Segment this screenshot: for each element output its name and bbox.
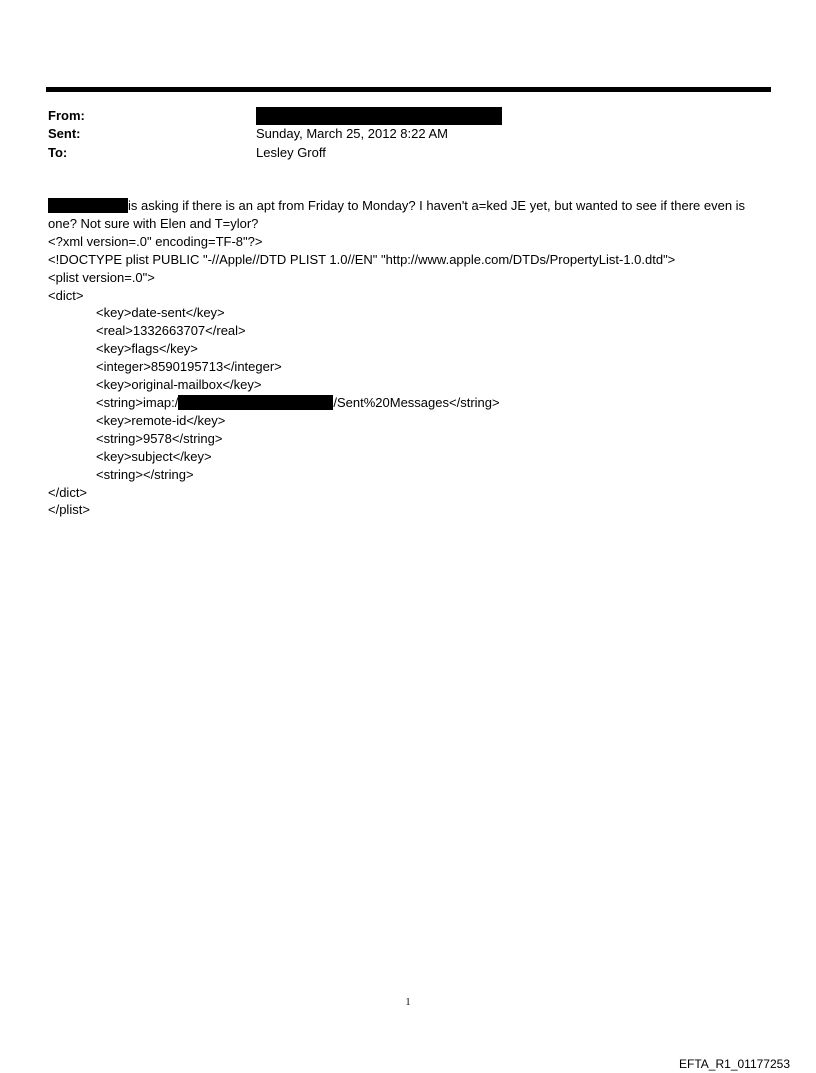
page-number: 1 [405, 997, 411, 1008]
plist-entry: <key>flags</key> [96, 341, 198, 357]
plist-entry: <key>remote-id</key> [96, 412, 226, 428]
plist-entry: <key>date-sent</key> [96, 305, 225, 321]
xml-declaration: <?xml version=.0" encoding=TF-8"?> [48, 233, 263, 249]
plist-entry: <string></string> [96, 466, 194, 482]
plist-entry: <string>9578</string> [96, 430, 223, 446]
mailbox-redaction [178, 395, 333, 410]
doctype-line: <!DOCTYPE plist PUBLIC "-//Apple//DTD PLIST 1.0//EN" "http://www.apple.com/DTDs/PropertyList-1.0.dtd"> [48, 251, 676, 267]
imap-prefix: <string>imap:/ [96, 394, 179, 410]
email-body [48, 197, 776, 519]
plist-entry: <integer>8590195713</integer> [96, 359, 282, 375]
sender-name-redaction [48, 198, 128, 213]
header-rule [46, 87, 771, 92]
plist-open: <plist version=.0"> [48, 269, 155, 285]
imap-suffix: /Sent%20Messages</string> [333, 394, 500, 410]
plist-entry: <real>1332663707</real> [96, 323, 246, 339]
bates-number: EFTA_R1_01177253 [679, 1057, 790, 1071]
sent-value: Sunday, March 25, 2012 8:22 AM [256, 126, 448, 141]
from-label: From: [48, 108, 85, 123]
body-text: is asking if there is an apt from Friday to Monday? I haven't a=ked JE yet, but wanted to see if there even is [128, 198, 746, 213]
sent-label: Sent: [48, 126, 81, 141]
plist-close: </plist> [48, 502, 90, 518]
body-line [48, 197, 776, 215]
dict-close: </dict> [48, 484, 88, 500]
plist-entry: <key>subject</key> [96, 448, 212, 464]
to-label: To: [48, 145, 68, 160]
dict-open: <dict> [48, 287, 84, 303]
body-line: one? Not sure with Elen and T=ylor? [48, 215, 259, 231]
to-value: Lesley Groff [256, 145, 326, 160]
from-redaction [256, 107, 502, 125]
plist-entry [48, 394, 776, 412]
plist-entry: <key>original-mailbox</key> [96, 377, 262, 393]
